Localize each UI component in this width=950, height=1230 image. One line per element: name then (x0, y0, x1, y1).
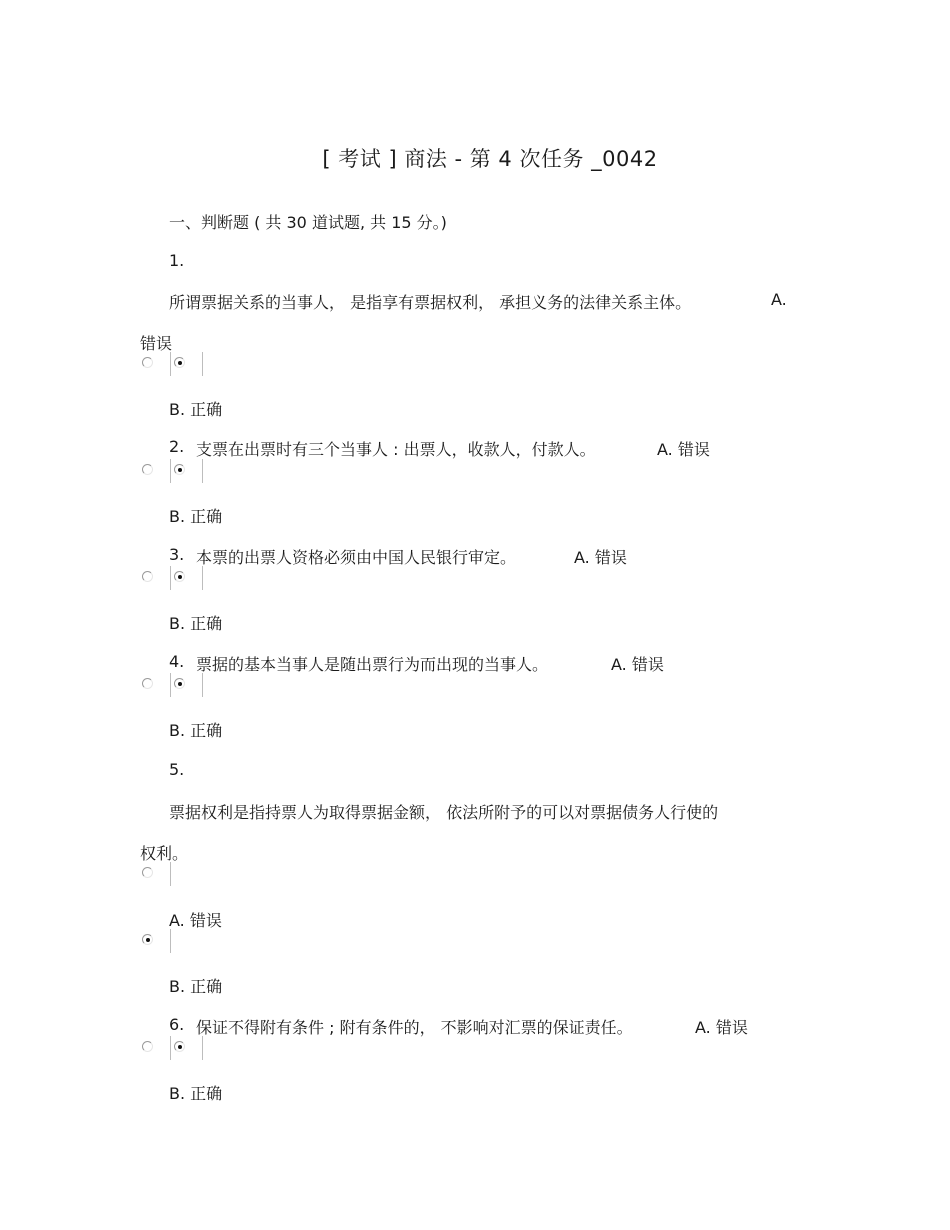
section-heading: 一、判断题 ( 共 30 道试题, 共 15 分。) (169, 213, 447, 232)
radio-selected-icon (174, 464, 185, 475)
question-number: 3. (169, 545, 185, 564)
radio-selected-icon (174, 571, 185, 582)
radio-option-b[interactable] (172, 1036, 203, 1060)
option-a: A. 错误 (695, 1018, 748, 1037)
radio-selected-icon (174, 678, 185, 689)
question-text-continued: 权利。 (140, 844, 189, 863)
option-b: B. 正确 (169, 400, 223, 419)
option-b: B. 正确 (169, 614, 223, 633)
radio-unselected-icon (142, 571, 153, 582)
option-a: A. 错误 (657, 440, 710, 459)
radio-option-a[interactable] (140, 862, 171, 886)
radio-selected-icon (174, 1041, 185, 1052)
question-text: 支票在出票时有三个当事人 : 出票人，收款人，付款人。 (196, 440, 596, 459)
radio-option-a[interactable] (140, 352, 171, 376)
option-a-label: A. (771, 290, 787, 309)
page-title: [ 考试 ] 商法 - 第 4 次任务 _0042 (322, 147, 658, 171)
option-b: B. 正确 (169, 977, 223, 996)
option-a: A. 错误 (574, 548, 627, 567)
radio-selected-icon (174, 357, 185, 368)
radio-option-a[interactable] (140, 459, 171, 483)
radio-option-b[interactable] (172, 352, 203, 376)
option-a: A. 错误 (169, 911, 222, 930)
radio-unselected-icon (142, 1041, 153, 1052)
radio-unselected-icon (142, 678, 153, 689)
option-b: B. 正确 (169, 507, 223, 526)
option-b: B. 正确 (169, 721, 223, 740)
question-number: 5. (169, 760, 185, 779)
radio-unselected-icon (142, 867, 153, 878)
question-number: 2. (169, 437, 185, 456)
question-text: 所谓票据关系的当事人， 是指享有票据权利， 承担义务的法律关系主体。 (169, 293, 692, 312)
question-text: 本票的出票人资格必须由中国人民银行审定。 (196, 548, 517, 567)
option-b: B. 正确 (169, 1084, 223, 1103)
radio-option-a[interactable] (140, 673, 171, 697)
question-text: 票据的基本当事人是随出票行为而出现的当事人。 (196, 655, 549, 674)
radio-unselected-icon (142, 464, 153, 475)
radio-option-b[interactable] (172, 566, 203, 590)
option-a: A. 错误 (611, 655, 664, 674)
question-number: 6. (169, 1015, 185, 1034)
radio-option-b[interactable] (172, 459, 203, 483)
question-text: 保证不得附有条件 ; 附有条件的， 不影响对汇票的保证责任。 (196, 1018, 633, 1037)
radio-option-a[interactable] (140, 566, 171, 590)
question-number: 4. (169, 652, 185, 671)
question-number: 1. (169, 251, 185, 270)
radio-option-a[interactable] (140, 1036, 171, 1060)
radio-option-b[interactable] (172, 673, 203, 697)
question-text: 票据权利是指持票人为取得票据金额， 依法所附予的可以对票据债务人行使的 (169, 803, 719, 822)
radio-selected-icon (142, 934, 153, 945)
radio-unselected-icon (142, 357, 153, 368)
option-a-text: 错误 (140, 334, 173, 353)
radio-option-b[interactable] (140, 929, 171, 953)
